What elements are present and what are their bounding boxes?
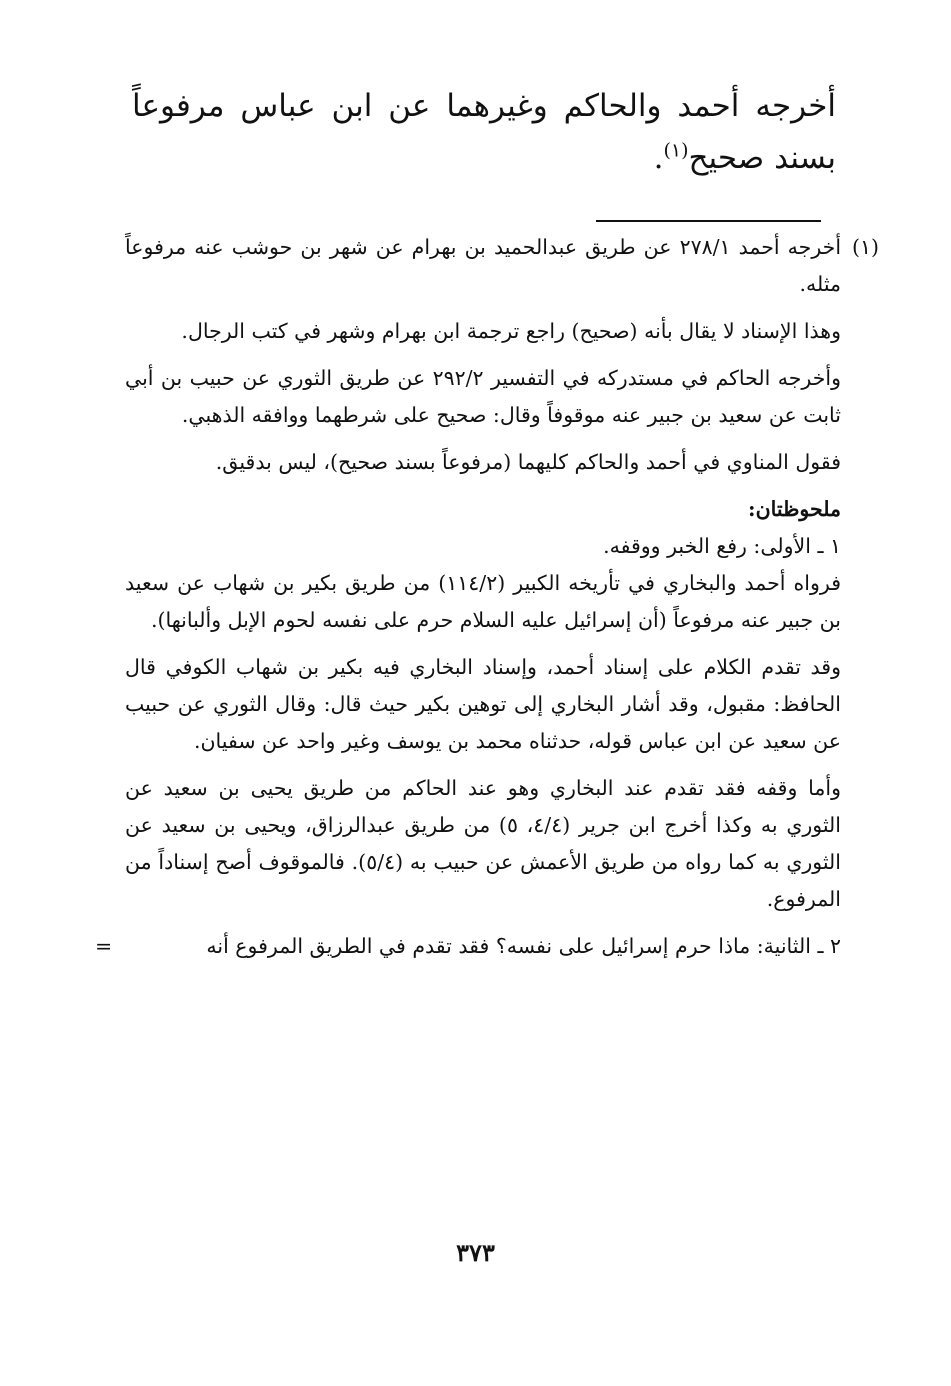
footnotes <box>95 229 879 965</box>
footnote-separator <box>596 220 821 222</box>
footnote-paragraph-5: فرواه أحمد والبخاري في تأريخه الكبير (١١٤/٢) من طريق بكير بن شهاب عن سعيد بن جبير عنه مرفوعاً (أن إسرائيل عليه السلام حرم على نفسه لحوم الإبل وألبانها). <box>125 571 842 632</box>
note-1-title: ١ ـ الأولى: رفع الخبر ووقفه. <box>603 534 841 558</box>
note-2-text: ٢ ـ الثانية: ماذا حرم إسرائيل على نفسه؟ فقد تقدم في الطريق المرفوع أنه <box>206 934 841 958</box>
main-text-body: أخرجه أحمد والحاكم وغيرهما عن ابن عباس مرفوعاً بسند صحيح <box>132 88 836 176</box>
footnote-paragraph-4: فقول المناوي في أحمد والحاكم كليهما (مرفوعاً بسند صحيح)، ليس بدقيق. <box>215 450 841 474</box>
continuation-mark: = <box>95 934 113 958</box>
footnote-paragraph-3: وأخرجه الحاكم في مستدركه في التفسير ٢٩٢/٢ عن طريق الثوري عن حبيب بن أبي ثابت عن سعيد بن جبير عنه موقوفاً وقال: صحيح على شرطهما ووافقه الذهبي. <box>125 366 841 427</box>
footnote-mark: (١) <box>851 235 879 259</box>
footnote-paragraph-6: وقد تقدم الكلام على إسناد أحمد، وإسناد البخاري فيه بكير بن شهاب الكوفي قال الحافظ: مقبول، وقد أشار البخاري إلى توهين بكير حيث قال: وقال الثوري عن حبيب عن سعيد عن ابن عباس قوله، حدثناه محمد بن يوسف وغير واحد عن سفيان. <box>125 655 841 753</box>
main-text <box>132 80 836 184</box>
footnote-reference[interactable]: (١) <box>663 139 689 162</box>
footnote-heading: ملحوظتان: <box>748 497 841 521</box>
main-text-end: . <box>653 140 664 176</box>
footnote-paragraph-1 <box>125 229 879 303</box>
page-number: ٣٧٣ <box>456 1238 495 1267</box>
footnote-paragraph-2: وهذا الإسناد لا يقال بأنه (صحيح) راجع ترجمة ابن بهرام وشهر في كتب الرجال. <box>181 319 841 343</box>
footnote-paragraph-7: وأما وقفه فقد تقدم عند البخاري وهو عند الحاكم من طريق يحيى بن سعيد عن الثوري به وكذا أخرج ابن جرير (٤/٤، ٥) من طريق عبدالرزاق، ويحيى بن سعيد عن الثوري به كما رواه من طريق الأعمش عن حبيب به (٥/٤). فالموقوف أصح إسناداً من المرفوع. <box>125 776 841 911</box>
note-2 <box>95 928 841 965</box>
footnote-paragraph-text: أخرجه أحمد ٢٧٨/١ عن طريق عبدالحميد بن بهرام عن شهر بن حوشب عنه مرفوعاً مثله. <box>125 235 842 296</box>
